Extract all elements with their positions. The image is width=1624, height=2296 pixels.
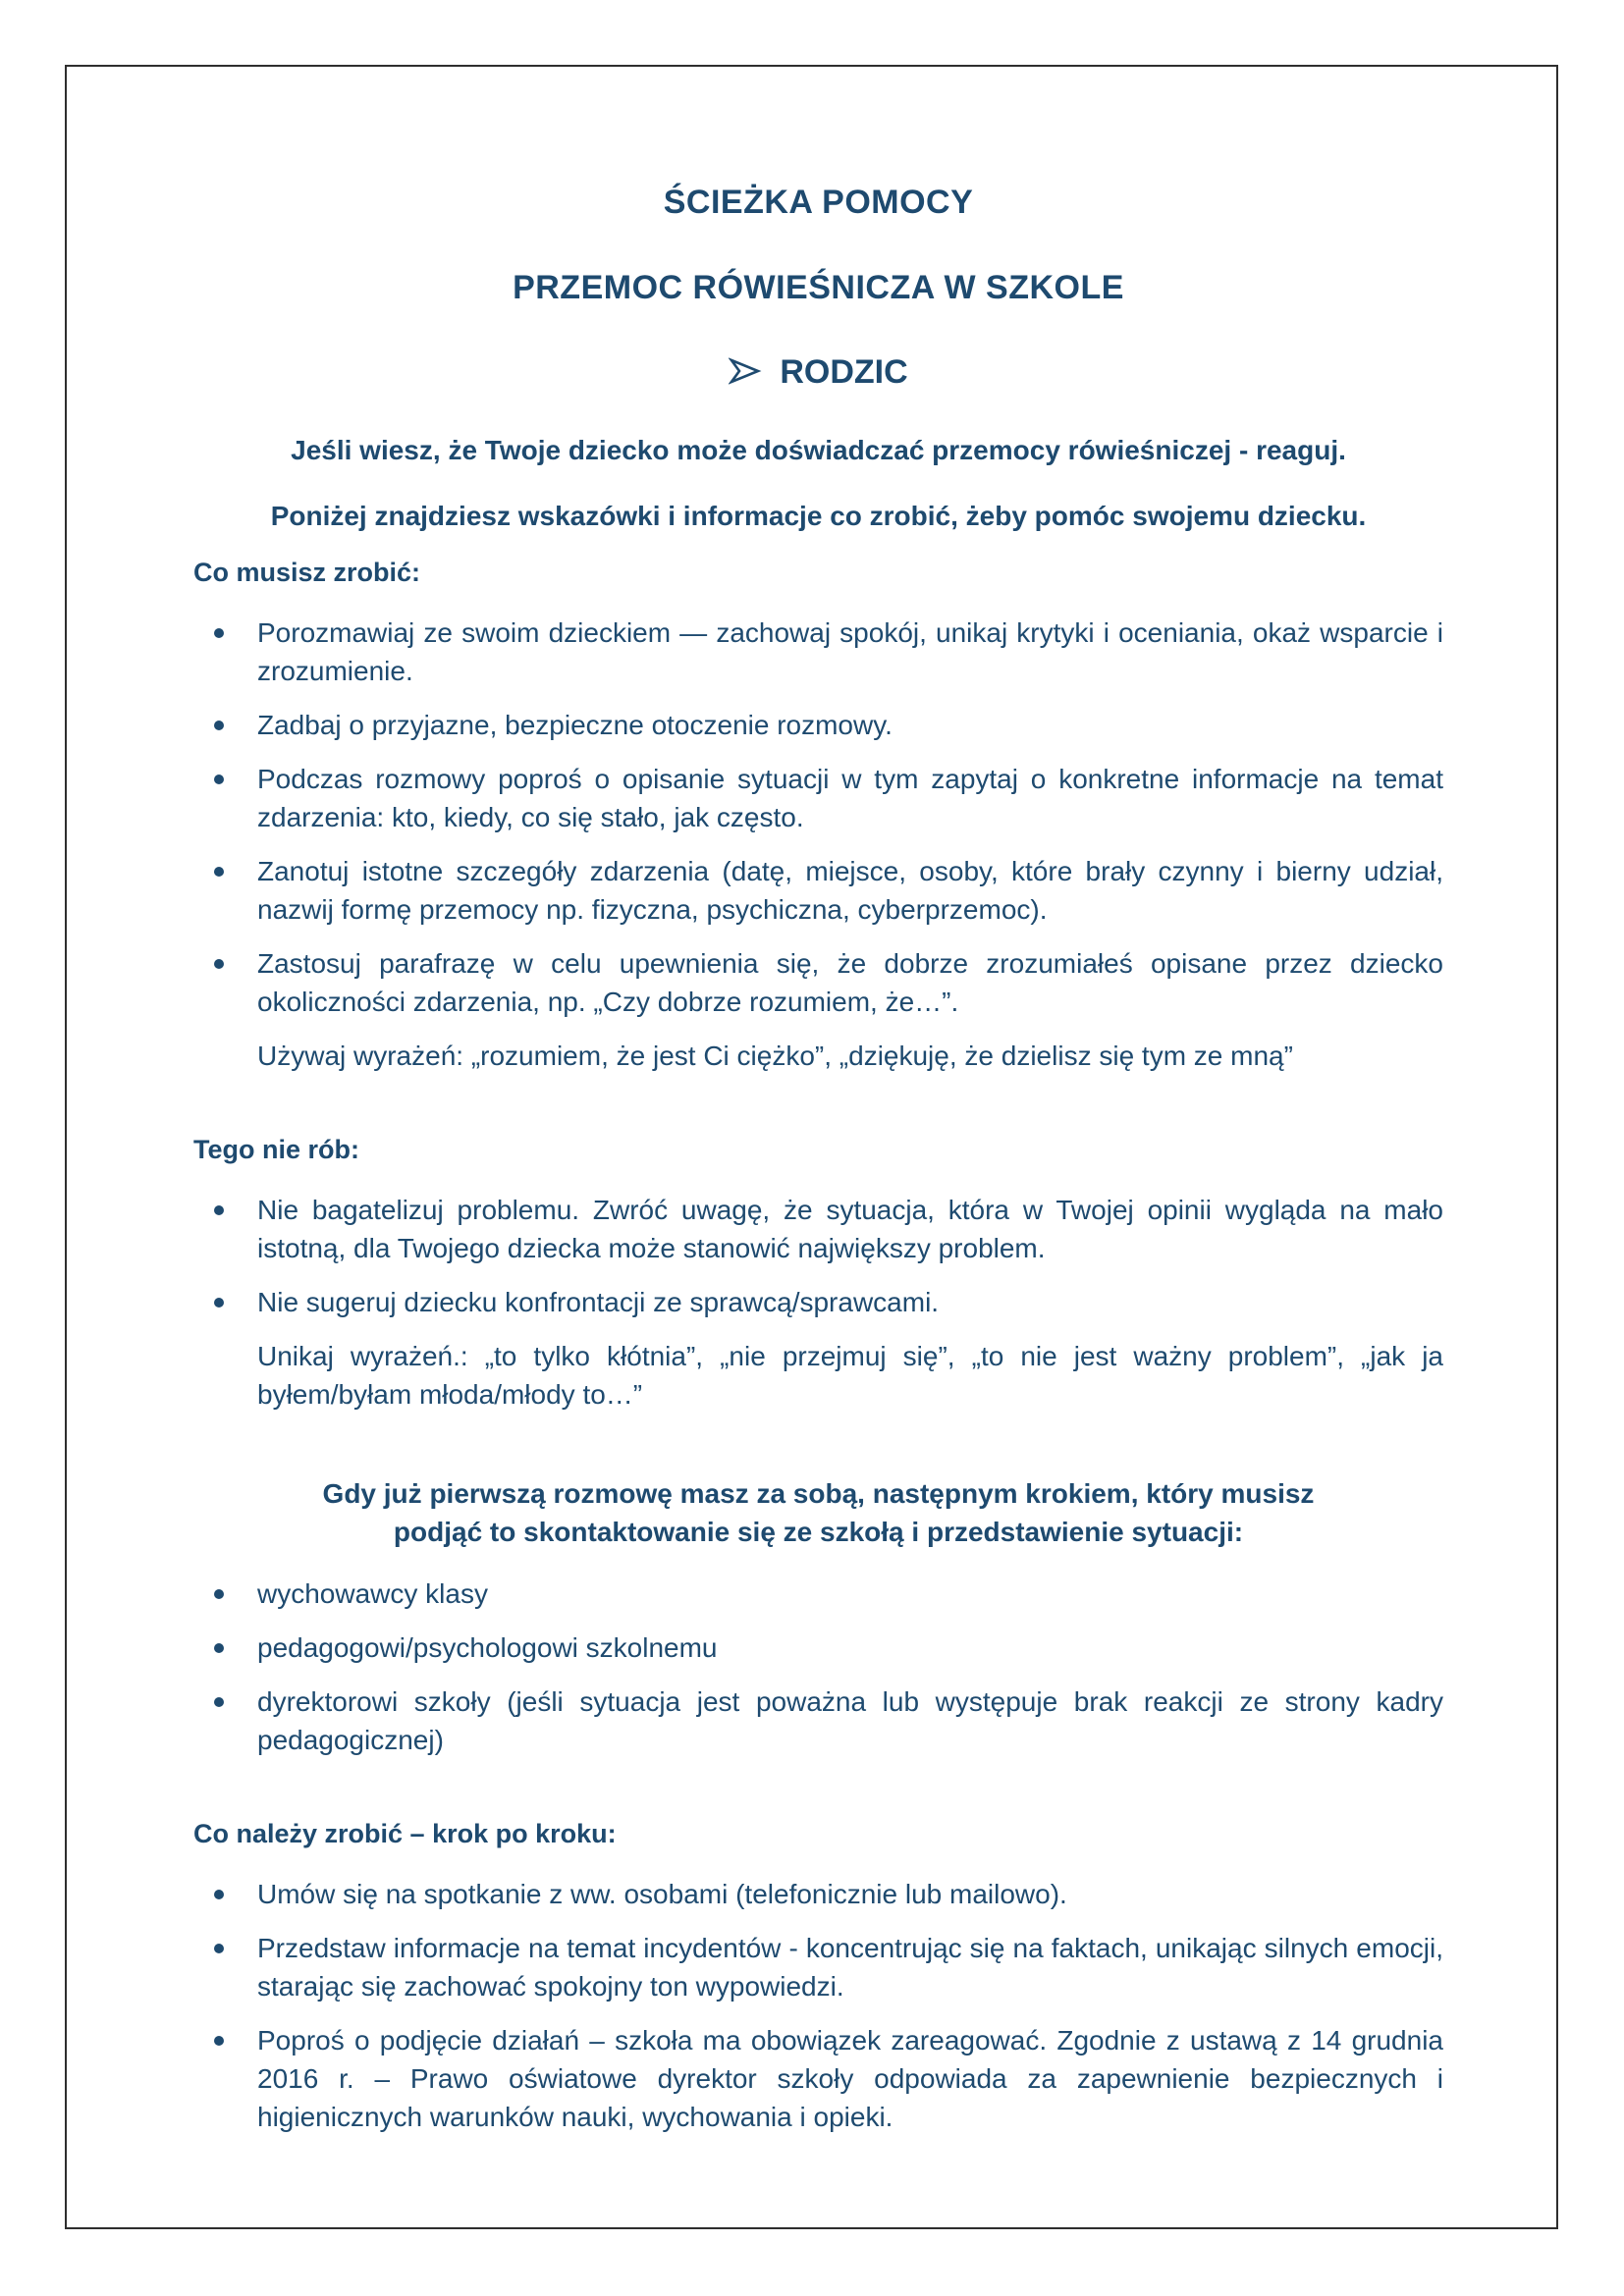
audience-label: RODZIC: [780, 353, 908, 391]
bullet-list-krok-po-kroku: [193, 1875, 1443, 2136]
list-item-text: Podczas rozmowy poproś o opisanie sytuacji w tym zapytaj o konkretne informacje na temat zdarzenia: kto, kiedy, co się stało, jak często.: [257, 764, 1443, 832]
list-item-text: Zadbaj o przyjazne, bezpieczne otoczenie rozmowy.: [257, 710, 893, 740]
bullet-icon: [214, 1697, 224, 1707]
list-item-text: Nie sugeruj dziecku konfrontacji ze sprawcą/sprawcami.: [257, 1287, 940, 1317]
section-heading-co-musisz-zrobic: Co musisz zrobić:: [193, 558, 421, 587]
bullet-icon: [214, 1643, 224, 1653]
list-item-text: Zastosuj parafrazę w celu upewnienia się, że dobrze zrozumiałeś opisane przez dziecko okoliczności zdarzenia, np. „Czy dobrze rozumiem, że…”.: [257, 948, 1443, 1017]
list-item-text: wychowawcy klasy: [257, 1578, 488, 1609]
arrowhead-bullet-icon: [729, 353, 762, 397]
list-item: [257, 706, 1443, 744]
list-item: [257, 614, 1443, 690]
list-item: [257, 760, 1443, 836]
section-heading-kontakt-ze-szkola: Gdy już pierwszą rozmowę masz za sobą, następnym krokiem, który musisz podjąć to skontaktowanie się ze szkołą i przedstawienie sytuacji:: [322, 1478, 1315, 1547]
bullet-list-osoby-w-szkole: [193, 1575, 1443, 1759]
list-item-text: Zanotuj istotne szczegóły zdarzenia (datę, miejsce, osoby, które brały czynny i bierny udział, nazwij formę przemocy np. fizyczna, psychiczna, cyberprzemoc).: [257, 856, 1443, 925]
list-item: [257, 1191, 1443, 1267]
bullet-list-co-musisz-zrobic: [193, 614, 1443, 1021]
list-item: [257, 1929, 1443, 2005]
bullet-icon: [214, 1589, 224, 1599]
document-title: ŚCIEŻKA POMOCY: [663, 184, 974, 221]
bullet-list-tego-nie-rob: [193, 1191, 1443, 1321]
bullet-icon: [214, 1298, 224, 1308]
bullet-icon: [214, 1205, 224, 1215]
bullet-icon: [214, 721, 224, 730]
list-item: [257, 852, 1443, 929]
list-item: [257, 2021, 1443, 2136]
section-note-uzywaj-wyrazen: Używaj wyrażeń: „rozumiem, że jest Ci ciężko”, „dziękuję, że dzielisz się tym ze mną”: [257, 1041, 1293, 1071]
bullet-icon: [214, 959, 224, 969]
bullet-icon: [214, 628, 224, 638]
list-item-text: pedagogowi/psychologowi szkolnemu: [257, 1632, 718, 1663]
list-item-text: Poproś o podjęcie działań – szkoła ma obowiązek zareagować. Zgodnie z ustawą z 14 grudnia 2016 r. – Prawo oświatowe dyrektor szkoły odpowiada za zapewnienie bezpiecznych i higienicznych warunków nauki, wychowania i opieki.: [257, 2025, 1443, 2132]
section-note-unikaj-wyrazen: Unikaj wyrażeń.: „to tylko kłótnia”, „nie przejmuj się”, „to nie jest ważny problem”, „jak ja byłem/byłam młoda/młody to…”: [257, 1341, 1443, 1410]
list-item: [257, 1283, 1443, 1321]
list-item-text: Przedstaw informacje na temat incydentów - koncentrując się na faktach, unikając silnych emocji, starając się zachować spokojny ton wypowiedzi.: [257, 1933, 1443, 2002]
list-item: [257, 944, 1443, 1021]
list-item: [257, 1875, 1443, 1913]
bullet-icon: [214, 1890, 224, 1899]
list-item-text: Umów się na spotkanie z ww. osobami (telefonicznie lub mailowo).: [257, 1879, 1067, 1909]
list-item: [257, 1629, 1443, 1667]
page-content: [193, 67, 1443, 2152]
audience-line: [193, 350, 1443, 397]
list-item: [257, 1575, 1443, 1613]
bullet-icon: [214, 2036, 224, 2046]
list-item-text: dyrektorowi szkoły (jeśli sytuacja jest poważna lub występuje brak reakcji ze strony kadry pedagogicznej): [257, 1686, 1443, 1755]
document-subtitle: PRZEMOC RÓWIEŚNICZA W SZKOLE: [513, 269, 1124, 306]
section-heading-krok-po-kroku: Co należy zrobić – krok po kroku:: [193, 1819, 617, 1848]
list-item-text: Nie bagatelizuj problemu. Zwróć uwagę, że sytuacja, która w Twojej opinii wygląda na mało istotną, dla Twojego dziecka może stanowić największy problem.: [257, 1195, 1443, 1263]
bullet-icon: [214, 1944, 224, 1953]
list-item-text: Porozmawiaj ze swoim dzieckiem — zachowaj spokój, unikaj krytyki i oceniania, okaż wsparcie i zrozumienie.: [257, 617, 1443, 686]
section-heading-tego-nie-rob: Tego nie rób:: [193, 1135, 359, 1164]
intro-line-2: Poniżej znajdziesz wskazówki i informacje co zrobić, żeby pomóc swojemu dziecku.: [270, 501, 1367, 531]
list-item: [257, 1682, 1443, 1759]
intro-line-1: Jeśli wiesz, że Twoje dziecko może doświadczać przemocy rówieśniczej - reaguj.: [291, 435, 1346, 465]
bullet-icon: [214, 867, 224, 877]
bullet-icon: [214, 774, 224, 784]
